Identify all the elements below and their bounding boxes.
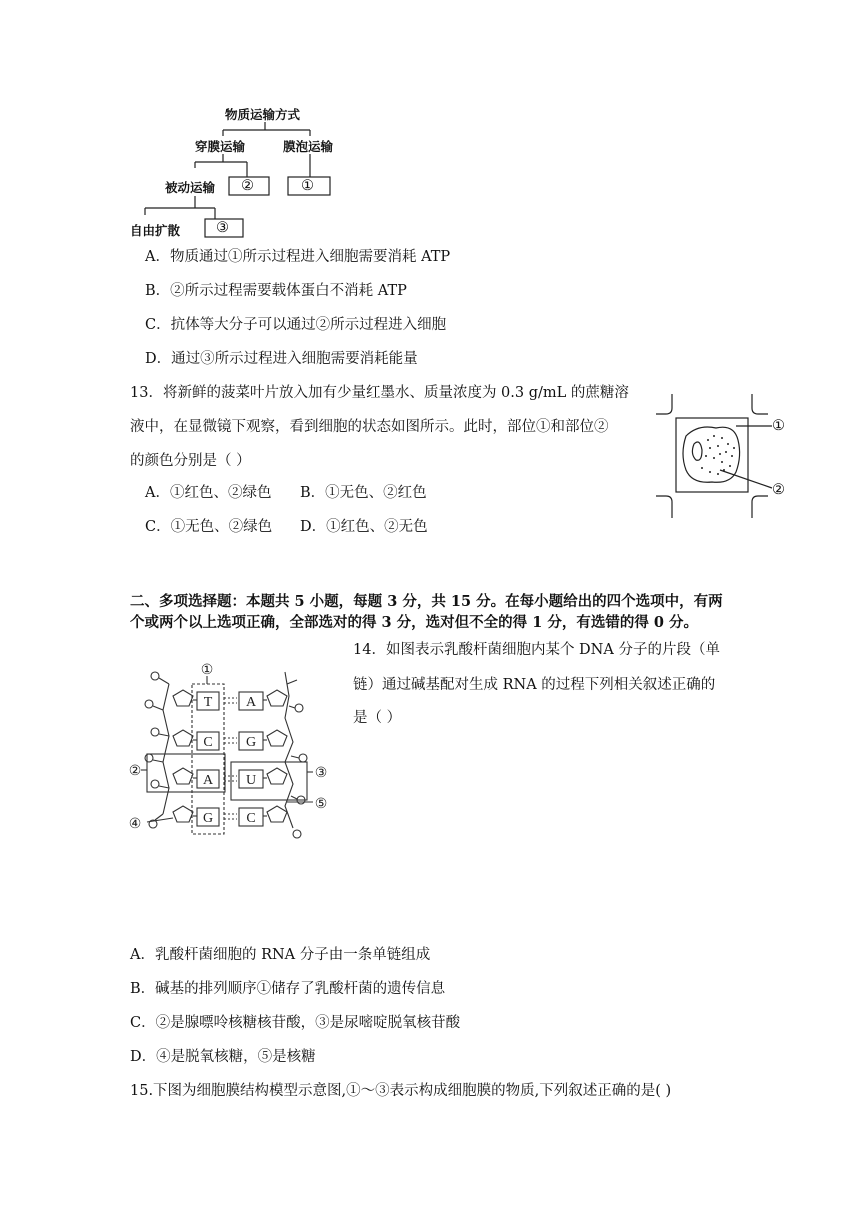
diagram-root-label: 物质运输方式 (225, 107, 301, 122)
diagram-transmembrane-label: 穿膜运输 (195, 139, 246, 154)
q12-option-a: A．物质通过①所示过程进入细胞需要消耗 ATP (145, 249, 451, 265)
q14-option-d: D．④是脱氧核糖，⑤是核糖 (130, 1049, 316, 1065)
transport-diagram (125, 100, 355, 240)
rna-base-right-1: G (245, 735, 257, 750)
q13-stem-line-1: 13．将新鲜的菠菜叶片放入加有少量红墨水、质量浓度为 0.3 g/mL 的蔗糖溶 (130, 385, 629, 401)
dna-base-left-0: T (203, 695, 213, 710)
section2-heading-line-1: 二、多项选择题：本题共 5 小题，每题 3 分，共 15 分。在每小题给出的四个选项中，有两 (130, 593, 723, 610)
diagram-vesicle-label: 膜泡运输 (283, 139, 334, 154)
diagram-passive-label: 被动运输 (165, 180, 216, 195)
q14-option-b: B．碱基的排列顺序①储存了乳酸杆菌的遗传信息 (130, 981, 446, 997)
q13-stem-line-3: 的颜色分别是（ ） (130, 453, 251, 469)
q12-option-d: D．通过③所示过程进入细胞需要消耗能量 (145, 351, 418, 367)
diagram-free-diffusion-label: 自由扩散 (130, 223, 181, 238)
dna-label-3: ③ (314, 766, 328, 781)
dna-base-left-1: C (203, 735, 213, 750)
q13-option-a: A．①红色、②绿色 (145, 485, 272, 501)
dna-label-4: ④ (128, 817, 142, 832)
dna-rna-drawing (125, 662, 347, 850)
dna-label-5: ⑤ (314, 797, 328, 812)
dna-rna-figure (125, 662, 347, 850)
q13-stem-line-2: 液中，在显微镜下观察，看到细胞的状态如图所示。此时，部位①和部位② (130, 419, 609, 435)
q12-option-c: C．抗体等大分子可以通过②所示过程进入细胞 (145, 317, 447, 333)
diagram-marker-3: ③ (216, 220, 229, 236)
q14-option-c: C．②是腺嘌呤核糖核苷酸，③是尿嘧啶脱氧核苷酸 (130, 1015, 461, 1031)
q12-option-b: B．②所示过程需要载体蛋白不消耗 ATP (145, 283, 407, 299)
dna-label-1: ① (200, 663, 214, 678)
section2-heading-line-2: 个或两个以上选项正确，全部选对的得 3 分，选对但不全的得 1 分，有选错的得 0 分。 (130, 614, 699, 631)
rna-base-right-3: C (246, 811, 256, 826)
q13-option-b: B．①无色、②红色 (300, 485, 427, 501)
q14-stem-line-3: 是（ ） (353, 710, 402, 726)
q14-stem-line-1: 14．如图表示乳酸杆菌细胞内某个 DNA 分子的片段（单 (353, 642, 720, 658)
cell-label-1: ① (772, 418, 785, 434)
q15-stem: 15.下图为细胞膜结构模型示意图,①～③表示构成细胞膜的物质,下列叙述正确的是( ) (130, 1083, 672, 1099)
q13-option-c: C．①无色、②绿色 (145, 519, 273, 535)
q14-option-a: A．乳酸杆菌细胞的 RNA 分子由一条单链组成 (130, 947, 431, 963)
diagram-marker-1: ① (301, 178, 314, 194)
cell-label-2: ② (772, 482, 785, 498)
dna-base-left-3: G (202, 811, 214, 826)
rna-base-right-2: U (245, 773, 257, 788)
diagram-marker-2: ② (241, 178, 254, 194)
plasmolysis-cell-drawing (650, 392, 800, 520)
dna-label-2: ② (128, 764, 142, 779)
rna-base-right-0: A (245, 695, 257, 710)
q13-option-d: D．①红色、②无色 (300, 519, 428, 535)
q14-stem-line-2: 链）通过碱基配对生成 RNA 的过程下列相关叙述正确的 (353, 677, 716, 693)
plasmolysis-cell-figure (650, 392, 800, 520)
dna-base-left-2: A (202, 773, 214, 788)
